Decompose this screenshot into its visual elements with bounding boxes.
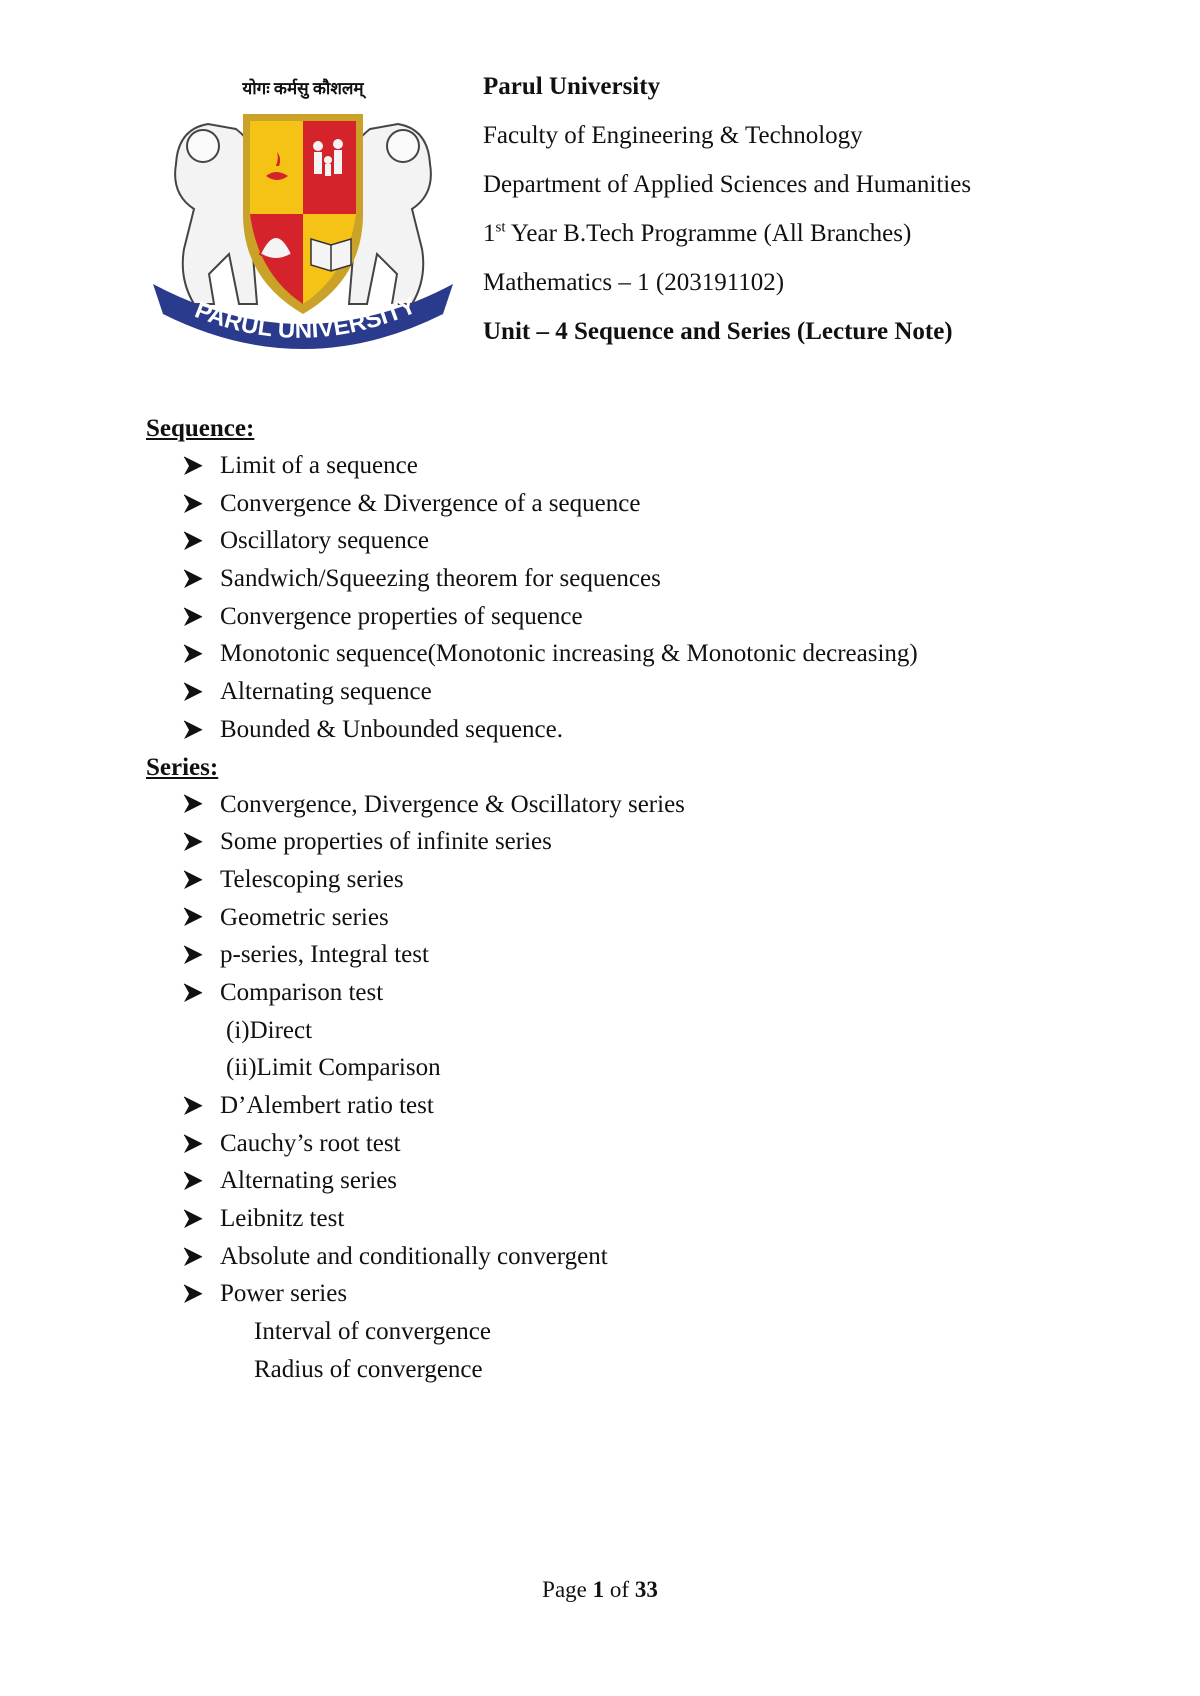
bullet [146, 983, 220, 1003]
arrow-bullet-icon [183, 1284, 203, 1304]
faculty-name: Faculty of Engineering & Technology [483, 122, 863, 149]
list-item-text: Monotonic sequence(Monotonic increasing & Monotonic decreasing) [220, 640, 918, 668]
list-item-text: Geometric series [220, 903, 389, 931]
of-label: of [609, 1577, 630, 1602]
list-item [146, 635, 1146, 673]
bullet [146, 907, 220, 927]
page-number: 1 [592, 1577, 605, 1602]
series-section-title: Series: [146, 753, 219, 781]
topics-content [146, 410, 1146, 1389]
university-name: Parul University [483, 73, 661, 100]
university-crest [148, 64, 458, 354]
list-item [146, 1087, 1146, 1125]
list-item [146, 522, 1146, 560]
list-item [146, 598, 1146, 636]
list-item [146, 899, 1146, 937]
list-item-text: D’Alembert ratio test [220, 1092, 434, 1119]
list-item [146, 1238, 1146, 1276]
bullet [146, 832, 220, 852]
arrow-bullet-icon [183, 456, 203, 476]
bullet [146, 531, 220, 551]
university-logo [148, 64, 458, 354]
list-item-text: Oscillatory sequence [220, 527, 429, 555]
bullet [146, 644, 220, 664]
year-number: 1 [483, 220, 496, 247]
power-series-subtopics [146, 1313, 1146, 1388]
logo-banner-text: PARUL UNIVERSITY [191, 291, 421, 344]
bullet [146, 1134, 220, 1154]
list-item [146, 974, 1146, 1012]
programme-line [483, 209, 971, 258]
arrow-bullet-icon [183, 644, 203, 664]
bullet [146, 1284, 220, 1304]
bullet [146, 945, 220, 965]
unit-title: Unit – 4 Sequence and Series (Lecture Note) [483, 318, 953, 345]
bullet [146, 456, 220, 476]
page-total: 33 [634, 1577, 658, 1602]
list-item [146, 1125, 1146, 1163]
list-item [146, 936, 1146, 974]
subtopic-item: Radius of convergence [254, 1355, 483, 1383]
list-item-text: Some properties of infinite series [220, 828, 552, 856]
arrow-bullet-icon [183, 832, 203, 852]
list-item [146, 1200, 1146, 1238]
document-header [483, 62, 971, 356]
list-item-text: Power series [220, 1280, 348, 1308]
arrow-bullet-icon [183, 1134, 203, 1154]
programme-text: Year B.Tech Programme (All Branches) [505, 220, 912, 247]
arrow-bullet-icon [183, 494, 203, 514]
comparison-subtopics [146, 1012, 1146, 1087]
bullet [146, 1209, 220, 1229]
subtopic-item: (ii)Limit Comparison [226, 1054, 441, 1082]
course-name: Mathematics – 1 (203191102) [483, 269, 785, 296]
subtopic-item: (i)Direct [226, 1016, 313, 1044]
list-item-text: Alternating sequence [220, 678, 432, 706]
list-item-text: Absolute and conditionally convergent [220, 1242, 608, 1270]
arrow-bullet-icon [183, 1209, 203, 1229]
bullet [146, 569, 220, 589]
series-topic-list [146, 786, 1146, 1012]
arrow-bullet-icon [183, 983, 203, 1003]
arrow-bullet-icon [183, 1247, 203, 1267]
bullet [146, 1096, 220, 1116]
list-item-text: Convergence & Divergence of a sequence [220, 489, 641, 517]
arrow-bullet-icon [183, 607, 203, 627]
list-item-text: p-series, Integral test [220, 941, 429, 969]
department-name: Department of Applied Sciences and Humanities [483, 171, 972, 198]
bullet [146, 607, 220, 627]
bullet [146, 720, 220, 740]
bullet [146, 794, 220, 814]
arrow-bullet-icon [183, 569, 203, 589]
arrow-bullet-icon [183, 1096, 203, 1116]
list-item [146, 711, 1146, 749]
list-item-text: Convergence, Divergence & Oscillatory series [220, 790, 685, 818]
list-item [146, 673, 1146, 711]
arrow-bullet-icon [183, 794, 203, 814]
list-item [146, 1275, 1146, 1313]
list-item [146, 447, 1146, 485]
bullet [146, 1247, 220, 1267]
arrow-bullet-icon [183, 945, 203, 965]
arrow-bullet-icon [183, 870, 203, 890]
list-item-text: Alternating series [220, 1167, 398, 1195]
list-item-text: Telescoping series [220, 865, 404, 893]
page-label: Page [542, 1577, 587, 1602]
list-item [146, 823, 1146, 861]
arrow-bullet-icon [183, 1171, 203, 1191]
page-footer [0, 1577, 1200, 1603]
bullet [146, 494, 220, 514]
bullet [146, 870, 220, 890]
bullet [146, 682, 220, 702]
list-item [146, 560, 1146, 598]
list-item-text: Convergence properties of sequence [220, 602, 583, 630]
arrow-bullet-icon [183, 907, 203, 927]
series-topic-list-continued [146, 1087, 1146, 1313]
list-item [146, 485, 1146, 523]
list-item-text: Bounded & Unbounded sequence. [220, 715, 563, 743]
sequence-topic-list [146, 447, 1146, 749]
list-item [146, 786, 1146, 824]
list-item [146, 861, 1146, 899]
list-item-text: Comparison test [220, 978, 384, 1006]
list-item-text: Leibnitz test [220, 1205, 345, 1233]
logo-motto: योगः कर्मसु कौशलम् [242, 79, 364, 98]
sequence-section-title: Sequence: [146, 415, 255, 442]
arrow-bullet-icon [183, 682, 203, 702]
list-item [146, 1162, 1146, 1200]
year-suffix: st [495, 219, 506, 236]
bullet [146, 1171, 220, 1191]
list-item-text: Limit of a sequence [220, 452, 418, 479]
subtopic-item: Interval of convergence [254, 1318, 491, 1346]
arrow-bullet-icon [183, 720, 203, 740]
shield-icon [243, 114, 363, 314]
list-item-text: Cauchy’s root test [220, 1129, 401, 1157]
list-item-text: Sandwich/Squeezing theorem for sequences [220, 565, 661, 593]
arrow-bullet-icon [183, 531, 203, 551]
